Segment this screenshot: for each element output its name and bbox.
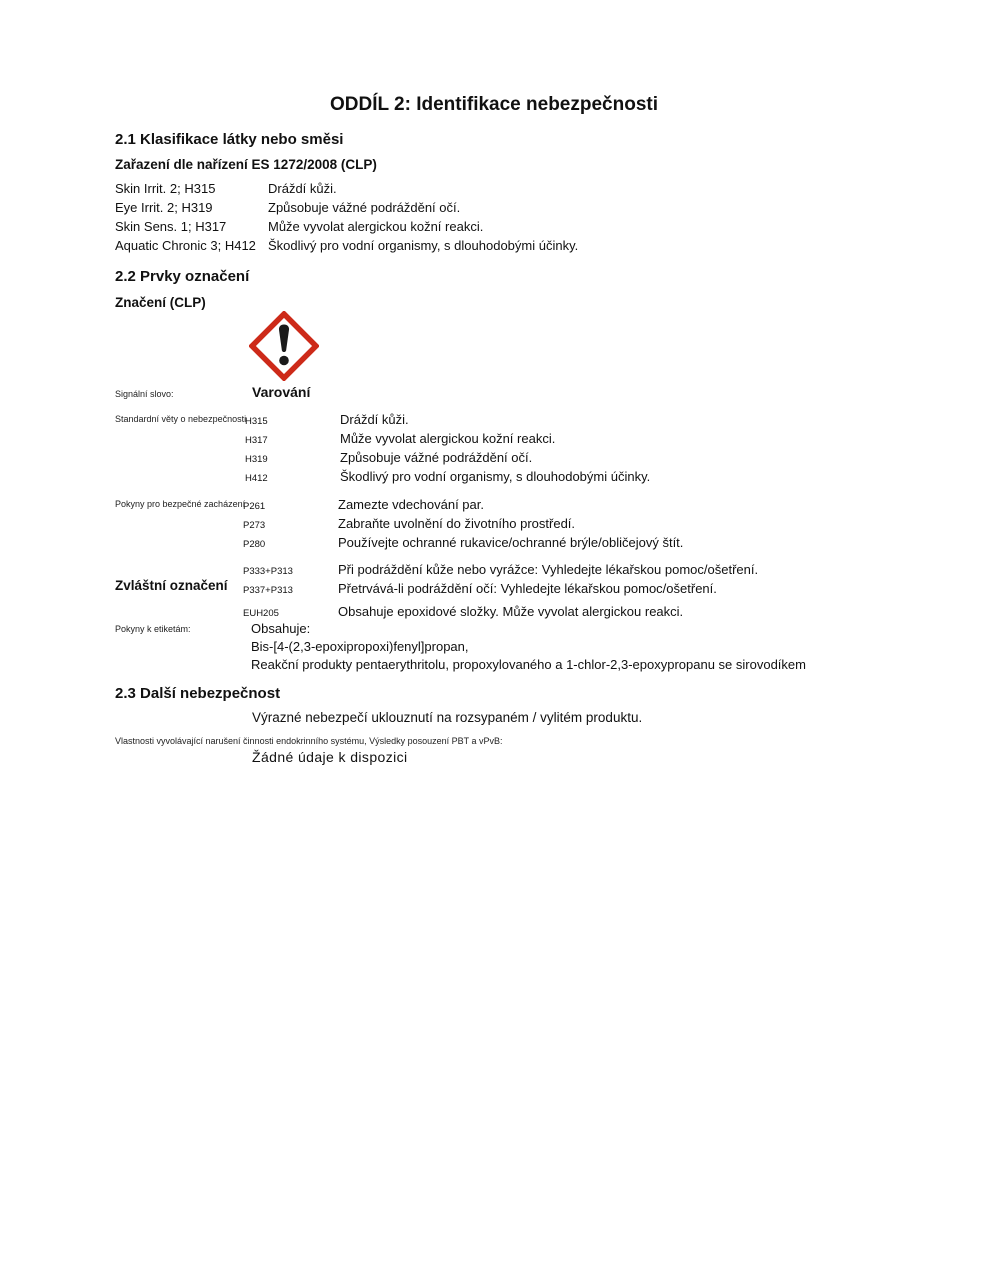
clp-labelling-subheading: Značení (CLP) xyxy=(115,295,206,310)
table-row xyxy=(115,217,578,236)
list-item xyxy=(245,448,650,467)
list-item xyxy=(245,429,650,448)
h-text: Způsobuje vážné podráždění očí. xyxy=(340,450,533,465)
p-code: P273 xyxy=(243,520,266,531)
p-code: P333+P313 xyxy=(243,566,293,577)
p-text: Používejte ochranné rukavice/ochranné brýle/obličejový štít. xyxy=(338,535,684,550)
euh-code: EUH205 xyxy=(243,608,279,619)
ghs07-exclamation-icon xyxy=(249,311,319,381)
labelling-instructions-label: Pokyny k etiketám: xyxy=(115,624,191,634)
list-item xyxy=(243,495,683,514)
p-code: P280 xyxy=(243,539,266,550)
hazard-text: Dráždí kůži. xyxy=(268,181,337,196)
hazard-class: Eye Irrit. 2; H319 xyxy=(115,200,213,215)
list-item xyxy=(243,602,758,621)
h-code: H315 xyxy=(245,416,268,427)
list-item xyxy=(243,579,758,598)
contains-heading: Obsahuje: xyxy=(251,621,311,636)
p-text: Přetrvává-li podráždění očí: Vyhledejte lékařskou pomoc/ošetření. xyxy=(338,581,717,596)
no-data-text: Žádné údaje k dispozici xyxy=(252,749,408,765)
special-labelling-heading: Zvláštní označení xyxy=(115,578,228,593)
page-title: ODDÍL 2: Identifikace nebezpečnosti xyxy=(330,94,659,115)
precautionary-statements xyxy=(243,495,683,552)
table-row xyxy=(115,179,578,198)
list-item xyxy=(243,514,683,533)
hazard-text: Může vyvolat alergickou kožní reakci. xyxy=(268,219,484,234)
p-text: Při podráždění kůže nebo vyrážce: Vyhledejte lékařskou pomoc/ošetření. xyxy=(338,562,759,577)
hazard-text: Škodlivý pro vodní organismy, s dlouhodobými účinky. xyxy=(268,238,579,253)
list-item xyxy=(243,560,758,579)
h-text: Škodlivý pro vodní organismy, s dlouhodobými účinky. xyxy=(340,469,651,484)
section-2-1-heading: 2.1 Klasifikace látky nebo směsi xyxy=(115,131,344,148)
contains-substance: Bis-[4-(2,3-epoxipropoxi)fenyl]propan, xyxy=(251,639,469,654)
table-row xyxy=(115,198,578,217)
contains-substance: Reakční produkty pentaerythritolu, propoxylovaného a 1-chlor-2,3-epoxypropanu se sirovodíkem xyxy=(251,657,806,672)
h-code: H319 xyxy=(245,454,268,465)
signal-word-label: Signální slovo: xyxy=(115,389,174,399)
h-code: H412 xyxy=(245,473,268,484)
h-text: Dráždí kůži. xyxy=(340,412,409,427)
hazard-text: Způsobuje vážné podráždění očí. xyxy=(268,200,461,215)
hazard-class: Skin Irrit. 2; H315 xyxy=(115,181,216,196)
precautionary-statements-label: Pokyny pro bezpečné zacházení xyxy=(115,499,246,509)
signal-word: Varování xyxy=(252,384,311,400)
contains-block xyxy=(251,620,806,674)
hazard-class: Skin Sens. 1; H317 xyxy=(115,219,227,234)
endocrine-pbt-label: Vlastnosti vyvolávající narušení činnosti endokrinního systému, Výsledky posouzení PBT a vPvB: xyxy=(115,736,503,746)
euh-text: Obsahuje epoxidové složky. Může vyvolat alergickou reakci. xyxy=(338,604,684,619)
classification-table xyxy=(115,179,578,255)
hazard-statements-label: Standardní věty o nebezpečnosti xyxy=(115,414,247,424)
p-text: Zamezte vdechování par. xyxy=(338,497,484,512)
list-item xyxy=(245,410,650,429)
table-row xyxy=(115,236,578,255)
clp-classification-subheading: Zařazení dle nařízení ES 1272/2008 (CLP) xyxy=(115,157,377,172)
slip-hazard-text: Výrazné nebezpečí uklouznutí na rozsypaném / vylitém produktu. xyxy=(252,710,643,725)
h-text: Může vyvolat alergickou kožní reakci. xyxy=(340,431,556,446)
list-item xyxy=(245,467,650,486)
p-code: P261 xyxy=(243,501,266,512)
list-item xyxy=(243,533,683,552)
hazard-statements xyxy=(245,410,650,486)
hazard-class: Aquatic Chronic 3; H412 xyxy=(115,238,256,253)
special-statements xyxy=(243,560,758,621)
h-code: H317 xyxy=(245,435,268,446)
p-code: P337+P313 xyxy=(243,585,293,596)
p-text: Zabraňte uvolnění do životního prostředí. xyxy=(338,516,576,531)
section-2-3-heading: 2.3 Další nebezpečnost xyxy=(115,685,281,702)
section-2-2-heading: 2.2 Prvky označení xyxy=(115,268,250,285)
